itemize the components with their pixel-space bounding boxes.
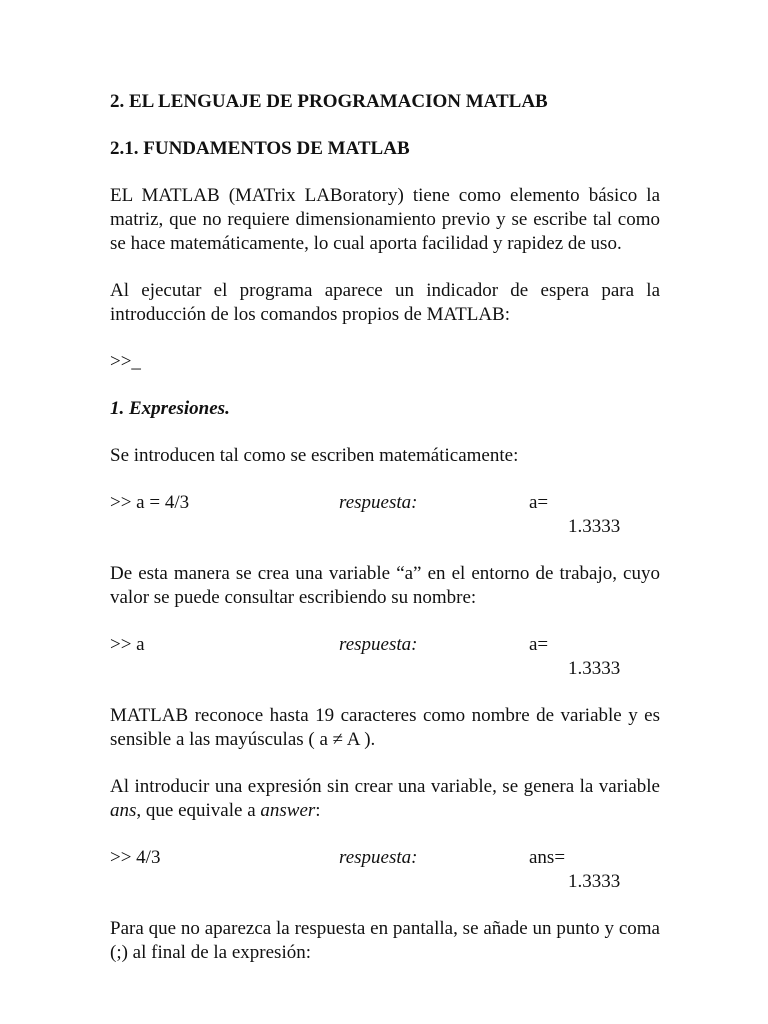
example-3 — [110, 846, 660, 894]
chapter-heading: 2. EL LENGUAJE DE PROGRAMACION MATLAB — [110, 91, 548, 112]
example-variable: a= — [529, 634, 549, 655]
document-page — [110, 90, 660, 988]
example-value: 1.3333 — [568, 871, 621, 892]
intro-paragraph: EL MATLAB (MATrix LABoratory) tiene como elemento básico la matriz, que no requiere dimensionamiento previo y se escribe tal como se hace matemáticamente, lo cual aporta facilidad y rapidez de uso. — [110, 185, 660, 254]
subsection-title-expresiones: 1. Expresiones. — [110, 398, 230, 419]
expresiones-paragraph: Se introducen tal como se escriben matemáticamente: — [110, 445, 519, 466]
ans-term: ans — [110, 800, 137, 821]
example-command: >> a = 4/3 — [110, 492, 190, 513]
example-value: 1.3333 — [568, 658, 621, 679]
prompt-indicator: >>_ — [110, 351, 141, 372]
variable-paragraph: De esta manera se crea una variable “a” en el entorno de trabajo, cuyo valor se puede consultar escribiendo su nombre: — [110, 563, 660, 608]
example-value: 1.3333 — [568, 516, 621, 537]
example-variable: ans= — [529, 847, 566, 868]
ans-text-2: , que equivale a — [136, 800, 261, 821]
ans-paragraph — [110, 775, 660, 823]
semicolon-paragraph: Para que no aparezca la respuesta en pantalla, se añade un punto y coma (;) al final de la expresión: — [110, 918, 660, 963]
example-command: >> 4/3 — [110, 847, 161, 868]
example-command: >> a — [110, 634, 145, 655]
prompt-paragraph: Al ejecutar el programa aparece un indicador de espera para la introducción de los comandos propios de MATLAB: — [110, 280, 660, 325]
example-label: respuesta: — [339, 634, 418, 655]
case-sensitive-paragraph: MATLAB reconoce hasta 19 caracteres como nombre de variable y es sensible a las mayúsculas ( a ≠ A ). — [110, 705, 660, 750]
answer-term: answer — [260, 800, 316, 821]
example-variable: a= — [529, 492, 549, 513]
ans-text-3: : — [315, 800, 321, 821]
example-1 — [110, 491, 660, 539]
example-2 — [110, 633, 660, 681]
ans-text-1: Al introducir una expresión sin crear una variable, se genera la variable — [110, 776, 660, 797]
example-label: respuesta: — [339, 847, 418, 868]
section-heading: 2.1. FUNDAMENTOS DE MATLAB — [110, 138, 410, 159]
example-label: respuesta: — [339, 492, 418, 513]
